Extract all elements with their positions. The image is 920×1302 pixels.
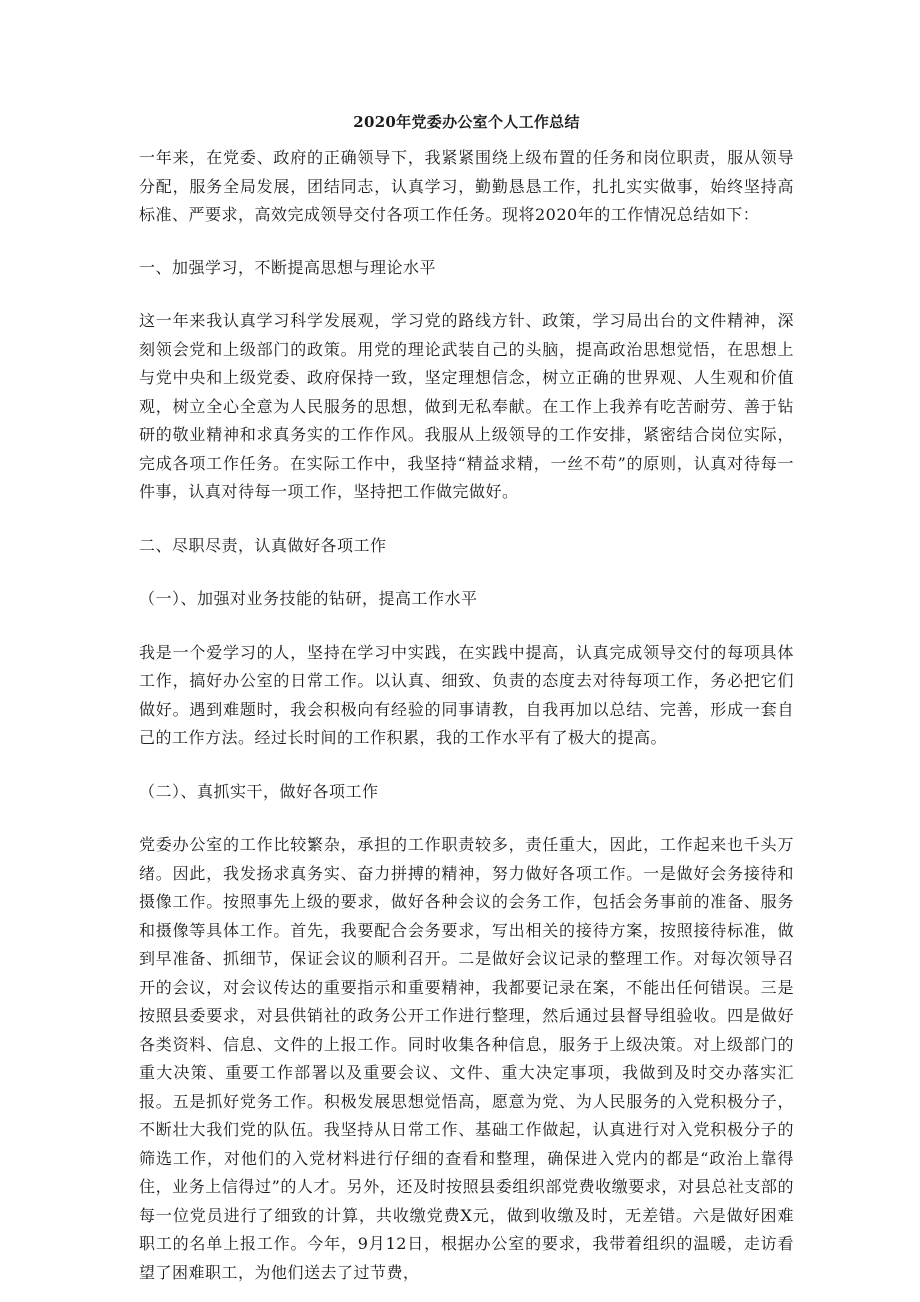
section-1-heading: 一、加强学习，不断提高思想与理论水平 [139, 257, 437, 277]
subsection-2-body: 党委办公室的工作比较繁杂，承担的工作职责较多，责任重大，因此，工作起来也千头万绪。因此，我发扬求真务实、奋力拼搏的精神，努力做好各项工作。一是做好会务接待和摄像工作。按照事先上级的要求，做好各种会议的会务工作，包括会务事前的准备、服务和摄像等具体工作。首先，我要配合会务要求，写出相关的接待方案，按照接待标准，做到早准备、抓细节，保证会议的顺利召开。二是做好会议记录的整理工作。对每次领导召开的会议，对会议传达的重要指示和重要精神，我都要记录在案，不能出任何错误。三是按照县委要求，对县供销社的政务公开工作进行整理，然后通过县督导组验收。四是做好各类资料、信息、文件的上报工作。同时收集各种信息，服务于上级决策。对上级部门的重大决策、重要工作部署以及重要会议、文件、重大决定事项，我做到及时交办落实汇报。五是抓好党务工作。积极发展思想觉悟高，愿意为党、为人民服务的入党积极分子，不断壮大我们党的队伍。我坚持从日常工作、基础工作做起，认真进行对入党积极分子的筛选工作，对他们的入党材料进行仔细的查看和整理，确保进入党内的都是“政治上靠得住，业务上信得过”的人才。另外，还及时按照县委组织部党费收缴要求，对县总社支部的每一位党员进行了细致的计算，共收缴党费X元，做到收缴及时，无差错。六是做好困难职工的名单上报工作。今年，9月12日，根据办公室的要求，我带着组织的温暖，走访看望了困难职工，为他们送去了过节费， [139, 835, 794, 1282]
intro-paragraph: 一年来，在党委、政府的正确领导下，我紧紧围绕上级布置的任务和岗位职责，服从领导分配，服务全局发展，团结同志，认真学习，勤勤恳恳工作，扎扎实实做事，始终坚持高标准、严要求，高效完成领导交付各项工作任务。现将2020年的工作情况总结如下： [139, 148, 794, 224]
document-title: 2020年党委办公室个人工作总结 [353, 113, 580, 131]
subsection-2-heading: （二）、真抓实干，做好各项工作 [139, 781, 379, 801]
subsection-1-body: 我是一个爱学习的人，坚持在学习中实践，在实践中提高，认真完成领导交付的每项具体工作，搞好办公室的日常工作。以认真、细致、负责的态度去对待每项工作，务必把它们做好。遇到难题时，我会积极向有经验的同事请教，自我再加以总结、完善，形成一套自己的工作方法。经过长时间的工作积累，我的工作水平有了极大的提高。 [139, 642, 794, 747]
document-page [139, 110, 794, 1287]
section-2-heading: 二、尽职尽责，认真做好各项工作 [139, 535, 387, 555]
subsection-1-heading: （一）、加强对业务技能的钻研，提高工作水平 [139, 589, 478, 608]
section-1-body: 这一年来我认真学习科学发展观，学习党的路线方针、政策，学习局出台的文件精神，深刻领会党和上级部门的政策。用党的理论武装自己的头脑，提高政治思想觉悟，在思想上与党中央和上级党委、政府保持一致，坚定理想信念，树立正确的世界观、人生观和价值观，树立全心全意为人民服务的思想，做到无私奉献。在工作上我养有吃苦耐劳、善于钻研的敬业精神和求真务实的工作作风。我服从上级领导的工作安排，紧密结合岗位实际，完成各项工作任务。在实际工作中，我坚持“精益求精，一丝不苟”的原则，认真对待每一件事，认真对待每一项工作，坚持把工作做完做好。 [139, 311, 794, 501]
